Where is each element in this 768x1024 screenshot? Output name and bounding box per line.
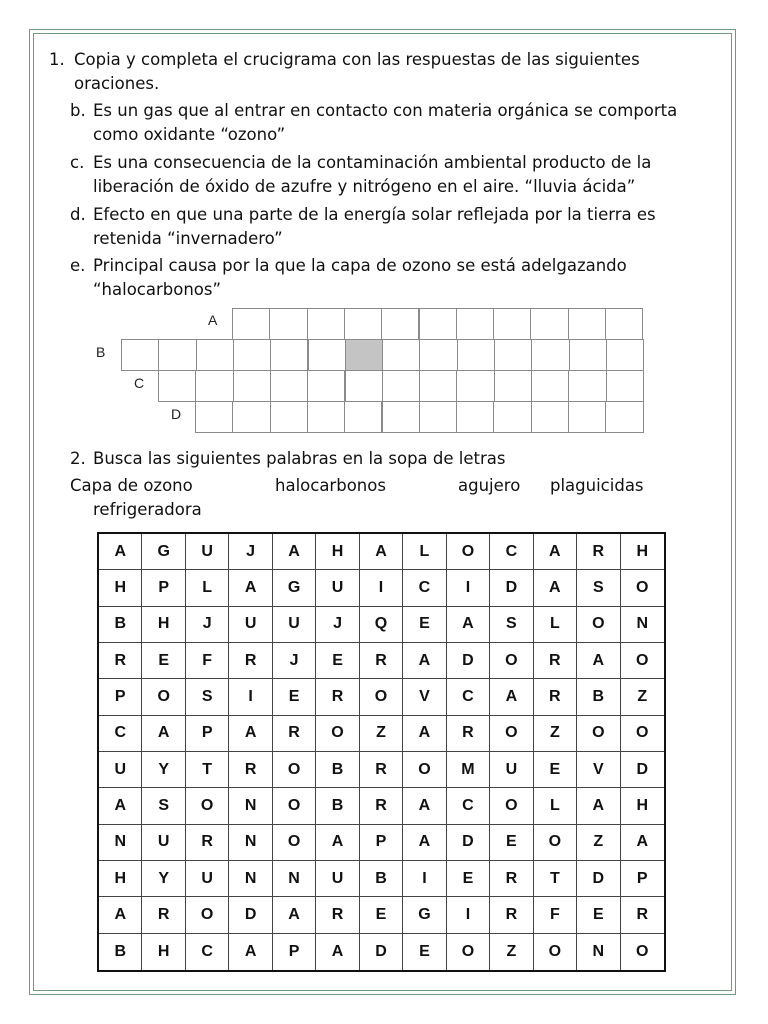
word-search-cell: E [142, 643, 185, 679]
crossword-cell-b-7 [345, 339, 383, 371]
word-search-cell: O [186, 897, 229, 933]
word-search-cell: O [273, 788, 316, 824]
word-search-cell: Z [621, 679, 664, 715]
word-search-cell: O [186, 788, 229, 824]
word-search-cell: E [403, 607, 446, 643]
word-search-cell: R [534, 643, 577, 679]
crossword-cell-c-3 [233, 370, 271, 402]
word-search-cell: Z [534, 716, 577, 752]
crossword-cell-a-5 [381, 308, 419, 340]
clue-b-line1: Es un gas que al entrar en contacto con materia orgánica se comporta [93, 101, 678, 120]
word-search-cell: Z [360, 716, 403, 752]
clue-d-letter: d. [70, 205, 86, 224]
word-search-cell: D [447, 825, 490, 861]
word-search-cell: H [99, 861, 142, 897]
word-search-cell: R [490, 897, 533, 933]
crossword-cell-b-2 [158, 339, 196, 371]
word-search-cell: D [447, 643, 490, 679]
word-search-cell: N [577, 934, 620, 970]
word-search-cell: A [403, 788, 446, 824]
crossword-cell-d-4 [307, 401, 345, 433]
word-search-cell: O [577, 716, 620, 752]
word-search-cell: E [490, 825, 533, 861]
word-search-cell: U [316, 861, 359, 897]
crossword-cell-a-4 [344, 308, 382, 340]
word-search-cell: U [490, 752, 533, 788]
word-search-cell: P [99, 679, 142, 715]
word-search-cell: E [534, 752, 577, 788]
word-search-cell: Y [142, 861, 185, 897]
word-search-cell: T [534, 861, 577, 897]
word-search-cell: C [447, 788, 490, 824]
word-search-cell: R [273, 716, 316, 752]
word-search-cell: S [490, 607, 533, 643]
word-search-cell: H [621, 534, 664, 570]
crossword-label-a: A [208, 312, 218, 328]
word-search-cell: O [273, 825, 316, 861]
crossword-cell-c-5 [307, 370, 345, 402]
word-search-cell: B [316, 788, 359, 824]
word-search-cell: U [229, 607, 272, 643]
word-search-cell: O [577, 607, 620, 643]
clue-b-line2: como oxidante “ozono” [93, 125, 286, 144]
word-search-cell: A [99, 534, 142, 570]
word-search-cell: G [142, 534, 185, 570]
crossword-cell-c-9 [456, 370, 494, 402]
word-search-cell: E [316, 643, 359, 679]
word-search-cell: O [534, 825, 577, 861]
crossword-cell-a-10 [568, 308, 606, 340]
word-search-cell: R [360, 643, 403, 679]
word-search-cell: O [621, 570, 664, 606]
word-search-cell: Z [490, 934, 533, 970]
crossword-cell-d-6 [382, 401, 420, 433]
word-search-cell: H [621, 788, 664, 824]
word-search-cell: R [447, 716, 490, 752]
word-search-cell: N [621, 607, 664, 643]
word-search-cell: B [577, 679, 620, 715]
crossword-cell-b-6 [308, 339, 346, 371]
crossword-cell-a-8 [493, 308, 531, 340]
word-search-cell: R [186, 825, 229, 861]
crossword-cell-a-1 [232, 308, 270, 340]
word-search-cell: S [186, 679, 229, 715]
word-search-cell: A [403, 825, 446, 861]
word-agujero: agujero [458, 476, 521, 495]
crossword-cell-b-4 [233, 339, 271, 371]
word-search-cell: G [273, 570, 316, 606]
word-search-cell: B [360, 861, 403, 897]
crossword-cell-d-12 [605, 401, 643, 433]
crossword-cell-b-9 [419, 339, 457, 371]
word-search-cell: H [99, 570, 142, 606]
word-search-cell: A [534, 534, 577, 570]
crossword-cell-b-1 [121, 339, 159, 371]
crossword-cell-a-2 [269, 308, 307, 340]
word-search-cell: A [99, 788, 142, 824]
crossword-cell-d-1 [195, 401, 233, 433]
crossword-cell-b-11 [494, 339, 532, 371]
crossword-cell-d-5 [344, 401, 382, 433]
word-search-cell: I [447, 570, 490, 606]
word-search-cell: R [490, 861, 533, 897]
word-search-cell: C [447, 679, 490, 715]
exercise-1-instruction-line1: Copia y completa el crucigrama con las respuestas de las siguientes [74, 50, 640, 69]
word-search-cell: J [229, 534, 272, 570]
word-search-cell: N [99, 825, 142, 861]
crossword-cell-d-2 [232, 401, 270, 433]
word-search-cell: R [534, 679, 577, 715]
word-search-cell: E [403, 934, 446, 970]
word-search-cell: A [403, 643, 446, 679]
word-search-cell: Z [577, 825, 620, 861]
word-search-cell: R [142, 897, 185, 933]
word-search-cell: U [186, 534, 229, 570]
word-search-cell: I [447, 897, 490, 933]
word-search-cell: S [577, 570, 620, 606]
word-search-cell: A [229, 716, 272, 752]
crossword-label-b: B [96, 344, 106, 360]
clue-e-line1: Principal causa por la que la capa de ozono se está adelgazando [93, 256, 627, 275]
word-search-cell: R [360, 788, 403, 824]
word-search-cell: A [403, 716, 446, 752]
word-search-cell: R [621, 897, 664, 933]
word-search-cell: O [534, 934, 577, 970]
word-search-cell: R [229, 752, 272, 788]
word-search-cell: L [534, 607, 577, 643]
word-search-cell: O [490, 643, 533, 679]
word-search-cell: N [229, 788, 272, 824]
exercise-1-number: 1. [49, 50, 65, 69]
crossword-cell-a-3 [307, 308, 345, 340]
crossword-cell-d-7 [419, 401, 457, 433]
word-search-cell: U [186, 861, 229, 897]
crossword-cell-d-3 [270, 401, 308, 433]
word-search-cell: T [186, 752, 229, 788]
crossword-cell-d-9 [493, 401, 531, 433]
word-search-cell: L [534, 788, 577, 824]
word-search-cell: R [316, 897, 359, 933]
word-search-cell: E [577, 897, 620, 933]
word-capa-de-ozono: Capa de ozono [70, 476, 193, 495]
word-search-cell: C [186, 934, 229, 970]
word-search-cell: O [403, 752, 446, 788]
crossword-cell-c-6 [345, 370, 383, 402]
word-search-cell: A [142, 716, 185, 752]
word-search-cell: P [142, 570, 185, 606]
word-search-cell: J [186, 607, 229, 643]
crossword-cell-b-13 [569, 339, 607, 371]
word-search-cell: P [186, 716, 229, 752]
word-plaguicidas: plaguicidas [550, 476, 644, 495]
word-search-cell: P [621, 861, 664, 897]
crossword-cell-c-10 [494, 370, 532, 402]
word-search-cell: U [99, 752, 142, 788]
crossword-cell-c-7 [382, 370, 420, 402]
clue-e-letter: e. [70, 256, 86, 275]
word-search-cell: O [636, 942, 649, 960]
word-search-cell: F [186, 643, 229, 679]
word-search-cell: H [316, 534, 359, 570]
word-search-cell: O [360, 679, 403, 715]
clue-d-line2: retenida “invernadero” [93, 229, 283, 248]
word-search-cell: O [447, 534, 490, 570]
word-search-cell: P [273, 934, 316, 970]
word-search-cell: H [142, 934, 185, 970]
crossword-cell-d-11 [568, 401, 606, 433]
exercise-2-number: 2. [70, 449, 86, 468]
word-search-cell: A [99, 897, 142, 933]
word-search-cell: I [360, 570, 403, 606]
clue-d-line1: Efecto en que una parte de la energía solar reflejada por la tierra es [93, 205, 656, 224]
word-search-cell: O [621, 643, 664, 679]
word-search-cell: U [316, 570, 359, 606]
crossword-cell-b-8 [382, 339, 420, 371]
word-search-grid [97, 532, 666, 972]
crossword-cell-c-13 [606, 370, 644, 402]
crossword-label-c: C [134, 375, 145, 391]
word-search-cell: D [577, 861, 620, 897]
crossword-cell-c-8 [419, 370, 457, 402]
word-search-cell: R [577, 534, 620, 570]
word-halocarbonos: halocarbonos [275, 476, 386, 495]
word-search-cell: A [229, 934, 272, 970]
word-search-cell: A [316, 825, 359, 861]
word-search-cell: A [577, 643, 620, 679]
crossword-cell-c-4 [270, 370, 308, 402]
crossword-cell-b-3 [196, 339, 234, 371]
word-search-cell: A [534, 570, 577, 606]
crossword-cell-c-2 [195, 370, 233, 402]
word-search-cell: A [621, 825, 664, 861]
word-search-cell: A [273, 534, 316, 570]
word-search-cell: B [316, 752, 359, 788]
crossword-cell-d-8 [456, 401, 494, 433]
word-search-cell: S [142, 788, 185, 824]
word-search-cell: O [490, 788, 533, 824]
clue-c-line2: liberación de óxido de azufre y nitrógeno en el aire. “lluvia ácida” [93, 177, 636, 196]
word-search-cell: D [490, 570, 533, 606]
word-search-cell: R [360, 752, 403, 788]
word-search-cell: A [229, 570, 272, 606]
crossword-cell-a-9 [530, 308, 568, 340]
word-search-cell: R [99, 643, 142, 679]
word-search-cell: L [186, 570, 229, 606]
clue-e-line2: “halocarbonos” [93, 280, 222, 299]
word-search-cell: E [273, 679, 316, 715]
crossword-cell-c-11 [531, 370, 569, 402]
word-search-cell: E [360, 897, 403, 933]
word-search-cell: C [403, 570, 446, 606]
word-search-cell: J [273, 643, 316, 679]
word-search-cell: O [621, 716, 664, 752]
word-search-cell: P [360, 825, 403, 861]
word-search-cell: N [229, 861, 272, 897]
crossword-label-d: D [171, 406, 182, 422]
word-search-cell: O [142, 679, 185, 715]
word-search-cell: D [621, 752, 664, 788]
word-search-cell: O [316, 716, 359, 752]
word-search-cell: U [273, 607, 316, 643]
exercise-1-instruction-line2: oraciones. [74, 74, 160, 93]
word-search-cell: N [229, 825, 272, 861]
crossword-cell-b-14 [606, 339, 644, 371]
word-search-cell: D [229, 897, 272, 933]
word-search-cell: A [490, 679, 533, 715]
word-search-cell: J [316, 607, 359, 643]
word-search-cell: G [403, 897, 446, 933]
word-search-cell: A [316, 934, 359, 970]
word-search-cell: I [229, 679, 272, 715]
crossword-cell-a-7 [456, 308, 494, 340]
word-search-cell: B [99, 934, 142, 970]
word-search-cell: A [577, 788, 620, 824]
word-search-cell: A [360, 534, 403, 570]
clue-c-line1: Es una consecuencia de la contaminación ambiental producto de la [93, 153, 652, 172]
word-search-cell: D [360, 934, 403, 970]
word-search-cell: C [99, 716, 142, 752]
word-search-cell: A [447, 607, 490, 643]
word-search-cell: B [99, 607, 142, 643]
word-search-cell: A [273, 897, 316, 933]
crossword-cell-c-12 [568, 370, 606, 402]
crossword-cell-c-1 [158, 370, 196, 402]
word-search-cell: R [229, 643, 272, 679]
word-search-cell: C [490, 534, 533, 570]
crossword-cell-d-10 [531, 401, 569, 433]
word-search-cell: U [142, 825, 185, 861]
word-search-cell: E [447, 861, 490, 897]
word-search-cell: I [403, 861, 446, 897]
exercise-2-instruction: Busca las siguientes palabras en la sopa de letras [93, 449, 506, 468]
crossword-cell-a-11 [605, 308, 643, 340]
crossword-cell-b-10 [457, 339, 495, 371]
word-search-cell: O [273, 752, 316, 788]
word-search-cell: O [447, 934, 490, 970]
word-search-cell: Q [360, 607, 403, 643]
clue-c-letter: c. [70, 153, 85, 172]
word-search-cell: Y [142, 752, 185, 788]
word-refrigeradora: refrigeradora [93, 500, 202, 519]
word-search-cell: R [316, 679, 359, 715]
crossword-cell-b-12 [531, 339, 569, 371]
word-search-cell: O [490, 716, 533, 752]
word-search-cell: H [142, 607, 185, 643]
word-search-cell: N [273, 861, 316, 897]
crossword-cell-a-6 [419, 308, 457, 340]
crossword-cell-b-5 [270, 339, 308, 371]
word-search-cell: V [577, 752, 620, 788]
word-search-cell: M [447, 752, 490, 788]
clue-b-letter: b. [70, 101, 86, 120]
word-search-cell: V [403, 679, 446, 715]
word-search-cell: F [534, 897, 577, 933]
word-search-cell: L [403, 534, 446, 570]
